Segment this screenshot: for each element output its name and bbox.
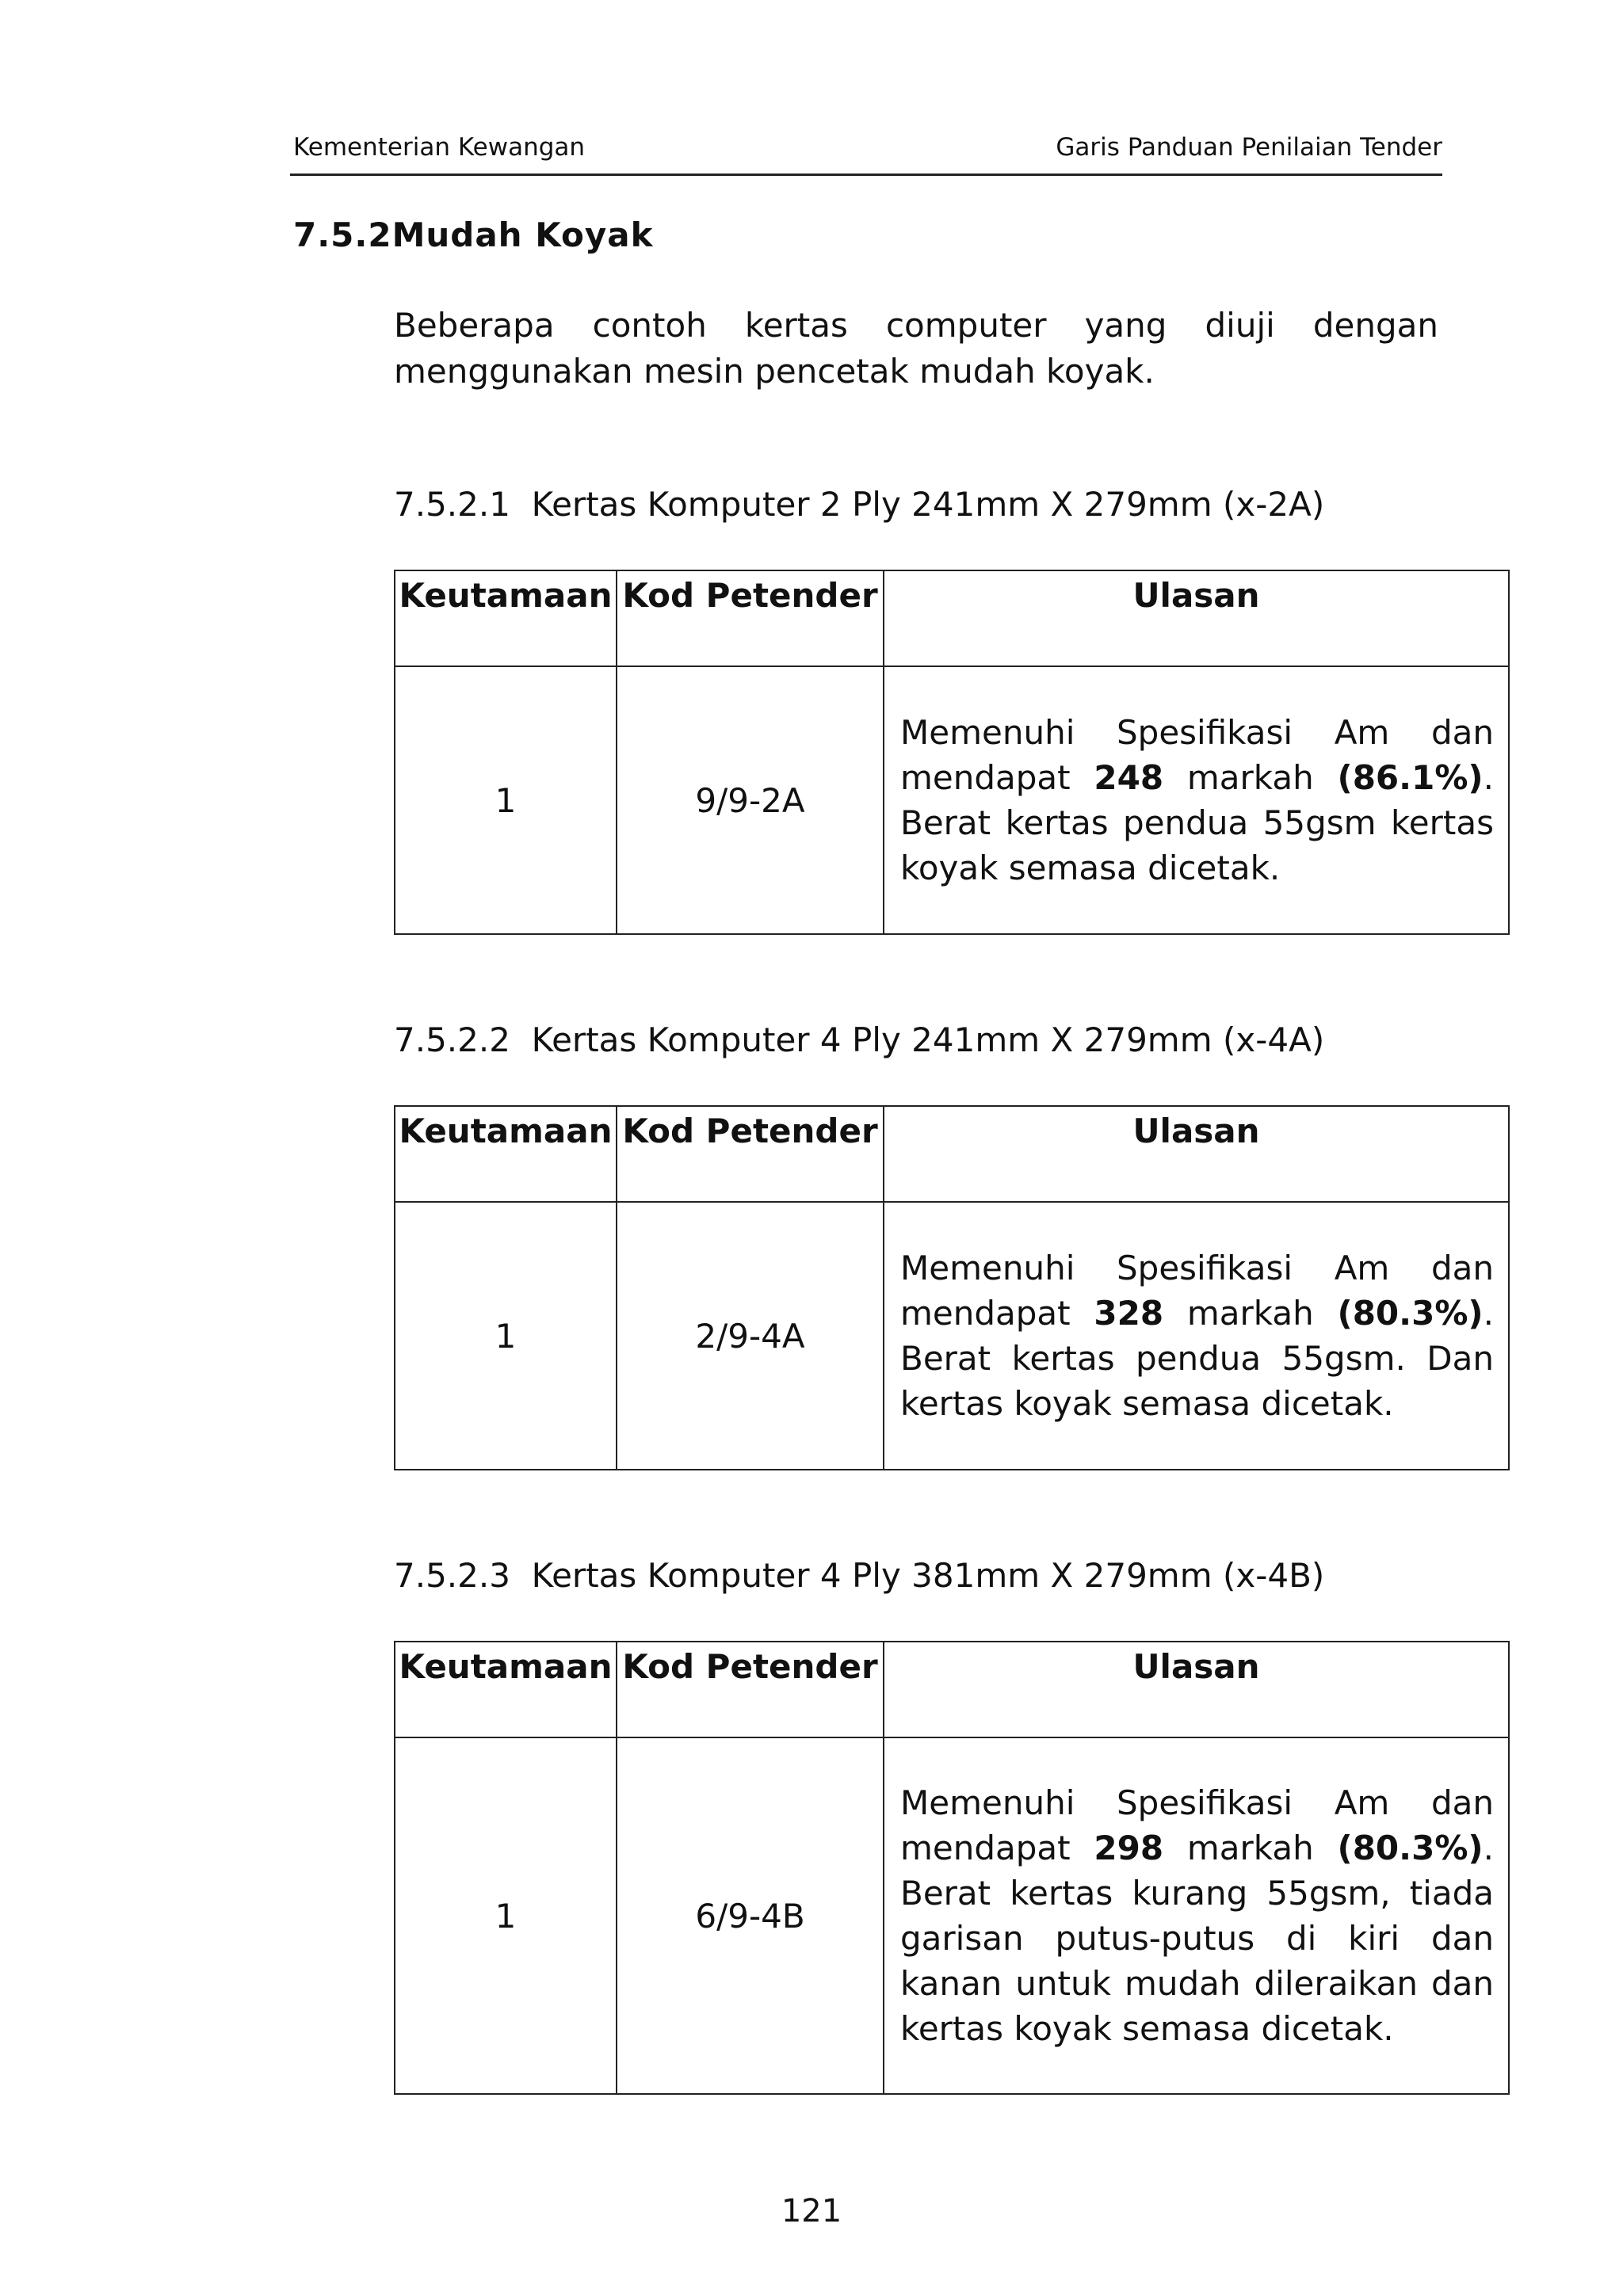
cell-keutamaan: 1 bbox=[395, 1737, 617, 2094]
cell-keutamaan: 1 bbox=[395, 666, 617, 934]
ulasan-markah: 298 bbox=[1094, 1829, 1164, 1867]
table-header-row bbox=[395, 570, 1509, 666]
table-row bbox=[395, 1202, 1509, 1470]
cell-ulasan bbox=[884, 666, 1509, 934]
ulasan-peratus: (86.1%) bbox=[1337, 758, 1484, 797]
table-header-row bbox=[395, 1106, 1509, 1202]
column-header-kod-petender: Kod Petender bbox=[617, 1642, 884, 1737]
column-header-keutamaan: Keutamaan bbox=[395, 570, 617, 666]
header-divider bbox=[290, 174, 1442, 176]
ulasan-peratus: (80.3%) bbox=[1337, 1294, 1484, 1333]
cell-ulasan bbox=[884, 1737, 1509, 2094]
ulasan-markah: 248 bbox=[1094, 758, 1164, 797]
table-header-row bbox=[395, 1642, 1509, 1737]
column-header-keutamaan: Keutamaan bbox=[395, 1106, 617, 1202]
ulasan-text-a: Memenuhi Spesifikasi Am dan mendapat bbox=[900, 1783, 1494, 1867]
ulasan-text-a: Memenuhi Spesifikasi Am dan mendapat bbox=[900, 1249, 1494, 1333]
ulasan-text-b: markah bbox=[1186, 1294, 1314, 1333]
cell-ulasan bbox=[884, 1202, 1509, 1470]
table-row bbox=[395, 1737, 1509, 2094]
column-header-ulasan: Ulasan bbox=[884, 570, 1509, 666]
ulasan-text-c: . Berat kertas kurang 55gsm, tiada garisan putus-putus di kiri dan kanan untuk mudah dileraikan dan kertas koyak semasa dicetak. bbox=[900, 1829, 1494, 2048]
column-header-kod-petender: Kod Petender bbox=[617, 570, 884, 666]
column-header-ulasan: Ulasan bbox=[884, 1642, 1509, 1737]
ulasan-markah: 328 bbox=[1094, 1294, 1164, 1333]
cell-kod-petender: 2/9-4A bbox=[617, 1202, 884, 1470]
subsection-heading-1: 7.5.2.1 Kertas Komputer 2 Ply 241mm X 279mm (x-2A) bbox=[394, 485, 1325, 524]
ulasan-peratus: (80.3%) bbox=[1337, 1829, 1484, 1867]
ulasan-text-b: markah bbox=[1186, 1829, 1314, 1867]
ulasan-text-c: . Berat kertas pendua 55gsm. Dan kertas koyak semasa dicetak. bbox=[900, 1294, 1494, 1423]
page-number: 121 bbox=[781, 2193, 842, 2229]
section-intro: Beberapa contoh kertas computer yang diuji dengan menggunakan mesin pencetak mudah koyak. bbox=[394, 306, 1438, 391]
subsection-heading-3: 7.5.2.3 Kertas Komputer 4 Ply 381mm X 279mm (x-4B) bbox=[394, 1556, 1325, 1595]
ulasan-text-a: Memenuhi Spesifikasi Am dan mendapat bbox=[900, 713, 1494, 797]
cell-keutamaan: 1 bbox=[395, 1202, 617, 1470]
table-row bbox=[395, 666, 1509, 934]
evaluation-table-3 bbox=[394, 1641, 1510, 2095]
header-document-title: Garis Panduan Penilaian Tender bbox=[1056, 133, 1442, 162]
column-header-ulasan: Ulasan bbox=[884, 1106, 1509, 1202]
header-ministry: Kementerian Kewangan bbox=[293, 133, 586, 162]
column-header-keutamaan: Keutamaan bbox=[395, 1642, 617, 1737]
evaluation-table-2 bbox=[394, 1105, 1510, 1470]
subsection-heading-2: 7.5.2.2 Kertas Komputer 4 Ply 241mm X 279mm (x-4A) bbox=[394, 1020, 1325, 1059]
cell-kod-petender: 6/9-4B bbox=[617, 1737, 884, 2094]
column-header-kod-petender: Kod Petender bbox=[617, 1106, 884, 1202]
ulasan-text-b: markah bbox=[1186, 758, 1314, 797]
cell-kod-petender: 9/9-2A bbox=[617, 666, 884, 934]
section-title: 7.5.2Mudah Koyak bbox=[293, 215, 654, 254]
evaluation-table-1 bbox=[394, 570, 1510, 935]
ulasan-text-c: . Berat kertas pendua 55gsm kertas koyak semasa dicetak. bbox=[900, 758, 1494, 887]
